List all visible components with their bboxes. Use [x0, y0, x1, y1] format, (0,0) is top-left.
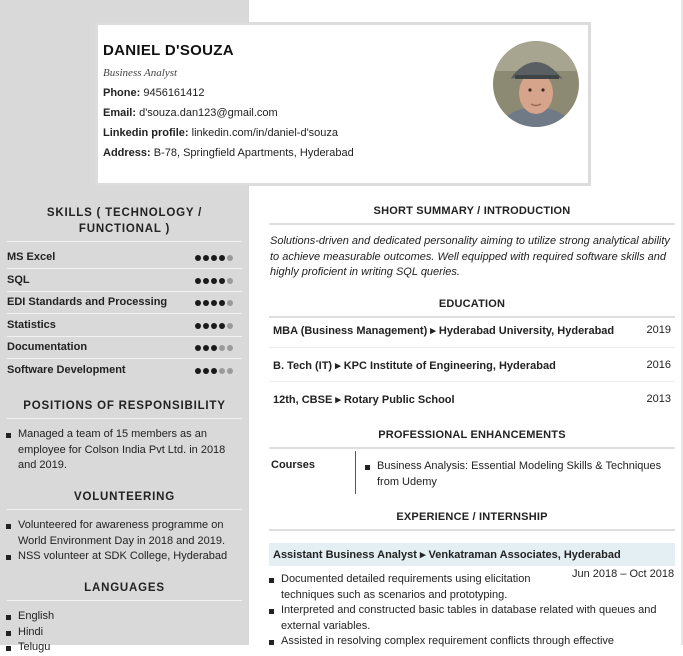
experience-role-title: Assistant Business Analyst — [273, 549, 417, 561]
languages-heading: LANGUAGES — [84, 582, 165, 594]
rating-dot-filled — [211, 278, 217, 284]
rating-dot-filled — [219, 278, 225, 284]
list-item: Volunteered for awareness programme on World Environment Day in 2018 and 2019. — [6, 518, 242, 549]
skill-rating — [195, 300, 233, 306]
education-school: KPC Institute of Engineering, Hyderabad — [343, 360, 556, 372]
rating-dot-filled — [203, 368, 209, 374]
rating-dot-filled — [195, 345, 201, 351]
rating-dot-filled — [211, 255, 217, 261]
rating-dot-filled — [195, 278, 201, 284]
linkedin-label: Linkedin profile: — [103, 127, 189, 139]
enhancements-divider — [355, 451, 356, 494]
volunteering-heading: VOLUNTEERING — [74, 491, 175, 503]
list-item: NSS volunteer at SDK College, Hyderabad — [6, 549, 242, 565]
languages-rule — [7, 600, 242, 601]
education-heading: EDUCATION — [438, 298, 506, 310]
volunteering-rule — [7, 509, 242, 510]
list-item: Documented detailed requirements using elicitation techniques such as scenarios and prototyping. — [269, 572, 569, 603]
skill-name: EDI Standards and Processing — [7, 296, 168, 308]
skill-name: SQL — [7, 274, 30, 286]
rating-dot-filled — [195, 300, 201, 306]
rating-dot-filled — [195, 368, 201, 374]
skill-divider — [7, 313, 242, 314]
education-school: Hyderabad University, Hyderabad — [438, 325, 615, 337]
address-line — [103, 147, 354, 159]
experience-company: Venkatraman Associates, Hyderabad — [428, 549, 621, 561]
experience-role — [273, 548, 621, 561]
rating-dot-filled — [211, 368, 217, 374]
skills-heading-line2: FUNCTIONAL ) — [78, 223, 171, 235]
experience-heading: EXPERIENCE / INTERNSHIP — [396, 511, 548, 523]
courses-list — [365, 459, 671, 490]
rating-dot-filled — [203, 278, 209, 284]
rating-dot-filled — [203, 345, 209, 351]
skills-rule — [7, 241, 242, 242]
education-rule — [269, 316, 675, 318]
arrow-icon: ▸ — [430, 325, 436, 337]
rating-dot-filled — [195, 323, 201, 329]
languages-list — [6, 609, 242, 656]
skill-rating — [195, 278, 233, 284]
rating-dot-empty — [227, 323, 233, 329]
rating-dot-filled — [211, 300, 217, 306]
rating-dot-filled — [219, 300, 225, 306]
skill-name: Statistics — [7, 319, 56, 331]
skill-rating — [195, 345, 233, 351]
enhancements-heading: PROFESSIONAL ENHANCEMENTS — [378, 429, 566, 441]
rating-dot-filled — [219, 255, 225, 261]
experience-bullets-first — [269, 572, 569, 603]
rating-dot-filled — [219, 323, 225, 329]
experience-rule — [269, 529, 675, 531]
arrow-icon: ▸ — [335, 360, 341, 372]
summary-text: Solutions-driven and dedicated personality aiming to utilize strong analytical ability to achieve measurable outcomes. Well equipped with required software skills and highly proficient in writing SQL queries. — [270, 235, 670, 278]
list-item: English — [6, 609, 242, 625]
education-year: 2019 — [646, 324, 671, 336]
arrow-icon: ▸ — [335, 394, 341, 406]
rating-dot-empty — [227, 278, 233, 284]
header-card — [95, 22, 591, 186]
rating-dot-empty — [219, 345, 225, 351]
education-year: 2016 — [646, 359, 671, 371]
education-entry — [273, 393, 455, 406]
volunteering-list — [6, 518, 242, 565]
experience-bullets-rest — [269, 603, 675, 650]
rating-dot-filled — [203, 323, 209, 329]
list-item: Telugu — [6, 640, 242, 656]
positions-list — [6, 427, 242, 474]
skill-name: MS Excel — [7, 251, 56, 263]
skill-rating — [195, 323, 233, 329]
linkedin-line — [103, 127, 338, 139]
list-item: Assisted in resolving complex requirement conflicts through effective — [269, 634, 675, 650]
phone-label: Phone: — [103, 87, 141, 99]
positions-rule — [7, 418, 242, 419]
rating-dot-filled — [203, 300, 209, 306]
rating-dot-filled — [211, 323, 217, 329]
education-entry — [273, 324, 614, 337]
address-value: B-78, Springfield Apartments, Hyderabad — [153, 147, 354, 159]
education-divider — [269, 347, 675, 348]
rating-dot-filled — [211, 345, 217, 351]
email-value[interactable]: d'souza.dan123@gmail.com — [139, 107, 278, 119]
list-item: Hindi — [6, 625, 242, 641]
arrow-icon: ▸ — [419, 549, 426, 561]
education-year: 2013 — [646, 393, 671, 405]
candidate-title: Business Analyst — [103, 67, 178, 79]
education-degree: MBA (Business Management) — [273, 325, 428, 337]
phone-value: 9456161412 — [143, 87, 205, 99]
positions-heading: POSITIONS OF RESPONSIBILITY — [23, 400, 226, 412]
email-label: Email: — [103, 107, 137, 119]
enhancements-rule — [269, 447, 675, 449]
rating-dot-filled — [203, 255, 209, 261]
skills-heading — [7, 205, 242, 237]
experience-dates: Jun 2018 – Oct 2018 — [572, 568, 675, 580]
rating-dot-empty — [227, 300, 233, 306]
education-school: Rotary Public School — [343, 394, 455, 406]
experience-role-bar — [269, 543, 675, 566]
rating-dot-empty — [219, 368, 225, 374]
linkedin-value[interactable]: linkedin.com/in/daniel-d'souza — [191, 127, 339, 139]
phone-line — [103, 87, 205, 99]
email-line — [103, 107, 278, 119]
education-degree: 12th, CBSE — [273, 394, 333, 406]
skill-rating — [195, 368, 233, 374]
enhancements-table — [269, 451, 675, 495]
courses-label: Courses — [271, 459, 316, 471]
skill-divider — [7, 358, 242, 359]
rating-dot-empty — [227, 368, 233, 374]
rating-dot-empty — [227, 255, 233, 261]
education-degree: B. Tech (IT) — [273, 360, 333, 372]
skill-divider — [7, 291, 242, 292]
candidate-name: DANIEL D'SOUZA — [103, 42, 234, 59]
list-item: Interpreted and constructed basic tables in database related with queues and external variables. — [269, 603, 675, 634]
skills-heading-line1: SKILLS ( TECHNOLOGY / — [46, 207, 203, 219]
list-item: Managed a team of 15 members as an employee for Colson India Pvt Ltd. in 2018 and 2019. — [6, 427, 242, 474]
rating-dot-empty — [227, 345, 233, 351]
education-entry — [273, 359, 556, 372]
address-label: Address: — [103, 147, 151, 159]
rating-dot-filled — [195, 255, 201, 261]
skill-name: Software Development — [7, 364, 126, 376]
skill-name: Documentation — [7, 341, 88, 353]
summary-rule — [269, 223, 675, 225]
skill-divider — [7, 268, 242, 269]
skill-divider — [7, 336, 242, 337]
education-divider — [269, 381, 675, 382]
summary-heading: SHORT SUMMARY / INTRODUCTION — [373, 205, 571, 217]
profile-photo — [493, 41, 579, 127]
list-item: Business Analysis: Essential Modeling Skills & Techniques from Udemy — [365, 459, 671, 490]
skill-rating — [195, 255, 233, 261]
